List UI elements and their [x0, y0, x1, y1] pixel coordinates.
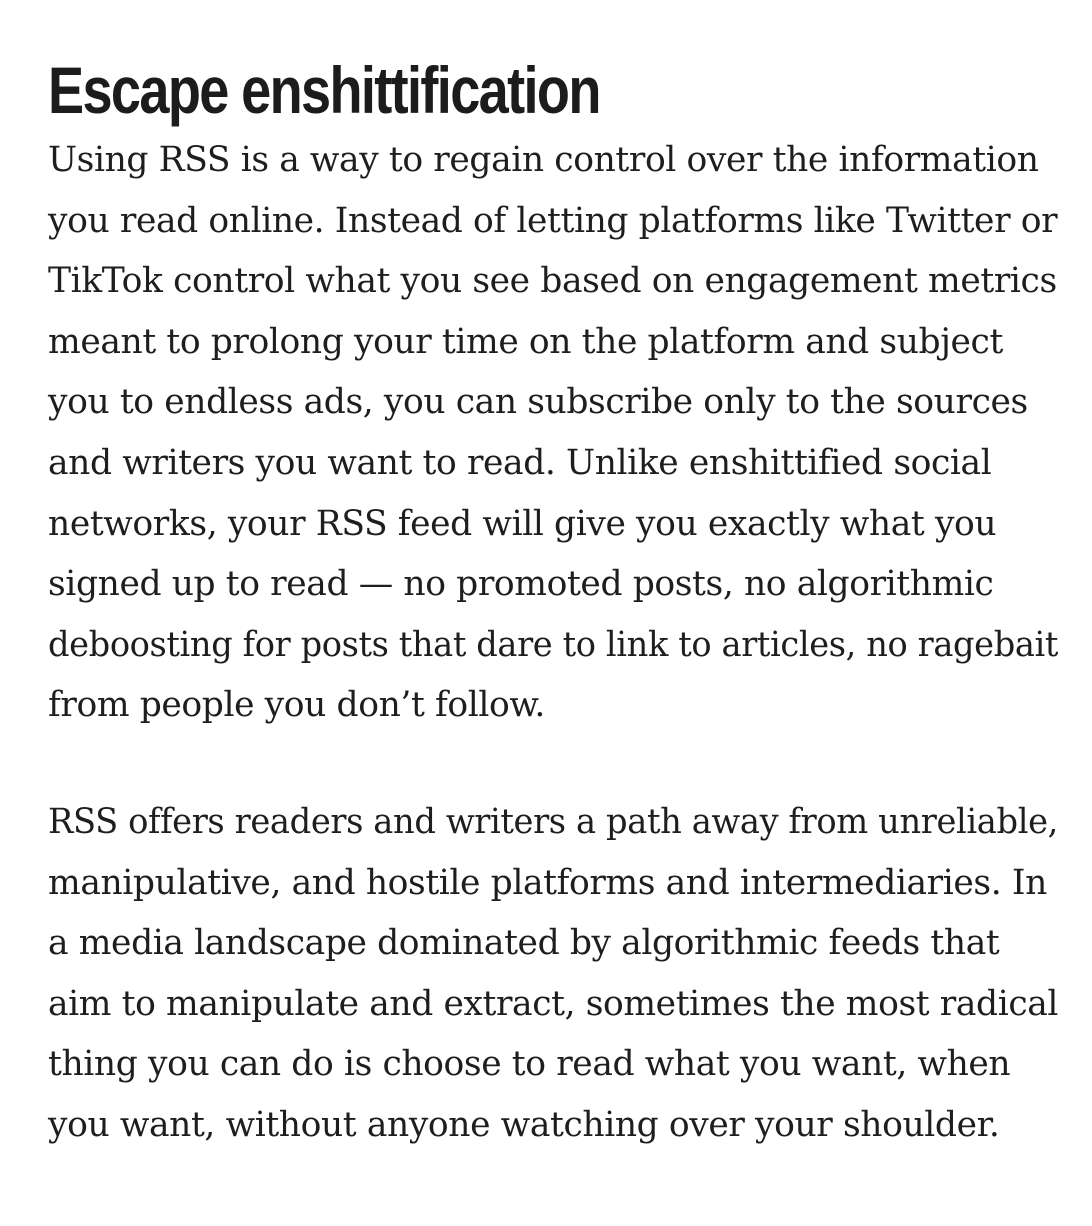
text-line: networks, your RSS feed will give you exactly what you — [48, 503, 997, 544]
section-heading: Escape enshittification — [48, 53, 600, 127]
text-line: RSS offers readers and writers a path away from unreliable, — [48, 801, 1058, 842]
text-line: you to endless ads, you can subscribe only to the sources — [48, 382, 1028, 423]
text-line: deboosting for posts that dare to link to articles, no ragebait — [48, 624, 1059, 665]
text-line: manipulative, and hostile platforms and intermediaries. In — [48, 862, 1047, 903]
text-line: you want, without anyone watching over your shoulder. — [48, 1104, 1000, 1145]
text-line: thing you can do is choose to read what you want, when — [48, 1044, 1011, 1085]
text-line: signed up to read — no promoted posts, no algorithmic — [48, 564, 994, 605]
article-section — [48, 50, 1058, 1156]
paragraph-rss-control — [48, 130, 1058, 736]
paragraph-rss-path — [48, 792, 1058, 1156]
text-line: a media landscape dominated by algorithmic feeds that — [48, 923, 1000, 964]
text-line: aim to manipulate and extract, sometimes the most radical — [48, 983, 1059, 1024]
text-line: meant to prolong your time on the platform and subject — [48, 321, 1003, 362]
text-line: TikTok control what you see based on engagement metrics — [48, 261, 1057, 302]
text-line: from people you don’t follow. — [48, 685, 545, 726]
text-line: and writers you want to read. Unlike enshittified social — [48, 442, 992, 483]
text-line: Using RSS is a way to regain control over the information — [48, 140, 1039, 180]
text-line: you read online. Instead of letting platforms like Twitter or — [48, 200, 1058, 241]
